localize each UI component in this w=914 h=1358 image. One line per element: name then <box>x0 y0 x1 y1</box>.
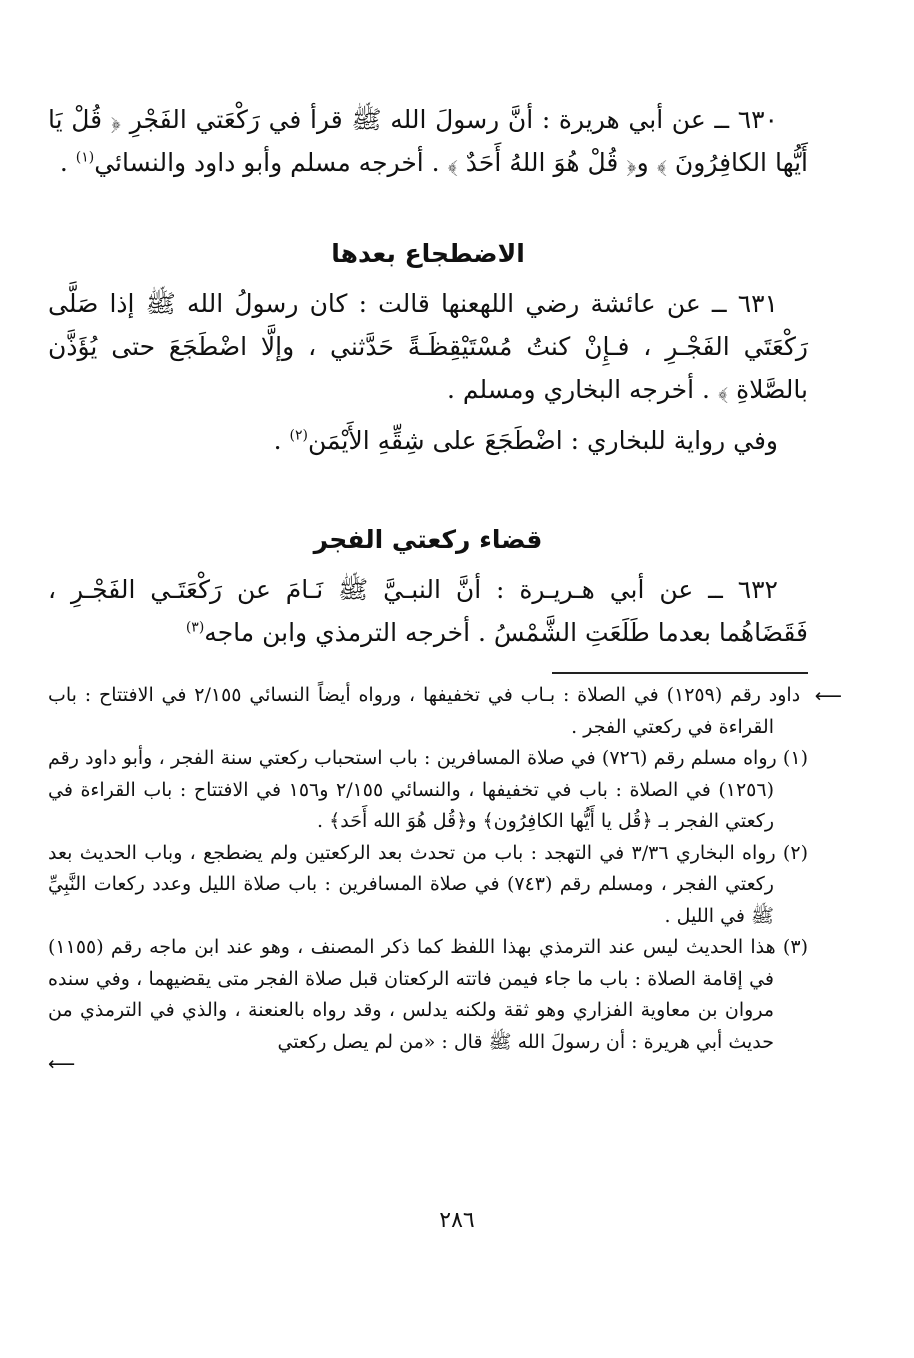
hadith-631-text: ٦٣١ ــ عن عائشة رضي اللهعنها قالت : كان رسولُ الله ﷺ إذا صَلَّى رَكْعَتَي الفَجْـرِ ، فـإِنْ كنتُ مُسْتَيْقِظَـةً حَدَّثني ، وإلَّا اضْطَجَعَ حتى يُؤَذَّن بالصَّلاةِ ﴾ . أخرجه البخاري ومسلم . <box>48 289 808 404</box>
bukhari-variant <box>48 419 808 462</box>
hadith-630 <box>48 98 808 184</box>
page-number: ٢٨٦ <box>439 1208 475 1233</box>
hadith-630-text: ٦٣٠ ــ عن أبي هريرة : أنَّ رسولَ الله ﷺ قرأ في رَكْعَتي الفَجْرِ ﴿ قُلْ يَا أَيُّها الكافِرُونَ ﴾ و﴿ قُلْ هُوَ اللهُ أَحَدٌ ﴾ . أخرجه مسلم وأبو داود والنسائي <box>48 105 808 177</box>
section-heading-lying-down: الاضطجاع بعدها <box>331 239 525 268</box>
footnote-1: (١) رواه مسلم رقم (٧٢٦) في صلاة المسافرين : باب استحباب ركعتي سنة الفجر ، وأبو داود رقم (١٢٥٦) في الصلاة : باب في تخفيفها ، والنسائي ٢/١٥٥ و١٥٦ في الافتتاح : باب القراءة في ركعتي الفجر بـ ﴿قُل يا أَيُّها الكافِرُون﴾ و﴿قُل هُوَ الله أَحَد﴾ . <box>48 747 808 832</box>
footnote-3: (٣) هذا الحديث ليس عند الترمذي بهذا اللفظ كما ذكر المصنف ، وهو عند ابن ماجه رقم (١١٥٥) في إقامة الصلاة : باب ما جاء فيمن فاتته الركعتان قبل صلاة الفجر متى يقضيهما ، وفي سنده مروان بن معاوية الفزاري وهو ثقة ولكنه يدلس ، وقد رواه بالعنعنة ، والذي في الترمذي من حديث أبي هريرة : أن رسولَ الله ﷺ قال : «من لم يصل ركعتي <box>48 936 808 1053</box>
hadith-631 <box>48 282 808 411</box>
footnote-separator <box>552 672 808 674</box>
footnote-ref-3: (٣) <box>185 619 205 636</box>
section-heading-making-up-fajr: قضاء ركعتي الفجر <box>313 525 543 554</box>
footnote-continuation: ⟵ داود رقم (١٢٥٩) في الصلاة : بـاب في تخفيفها ، ورواه أيضاً النسائي ٢/١٥٥ في الافتتاح : باب القراءة في ركعتي الفجر . <box>48 684 842 738</box>
bukhari-variant-end: . <box>273 426 290 455</box>
footnote-continuation-text: داود رقم (١٢٥٩) في الصلاة : بـاب في تخفيفها ، ورواه أيضاً النسائي ٢/١٥٥ في الافتتاح : باب القراءة في ركعتي الفجر . <box>48 684 801 738</box>
page-body <box>48 98 842 1075</box>
footnote-ref-1: (١) <box>75 149 95 166</box>
next-page-arrow-icon: ⟵ <box>48 1053 76 1075</box>
bukhari-variant-text: وفي رواية للبخاري : اضْطَجَعَ على شِقِّهِ الأَيْمَن <box>308 426 778 455</box>
hadith-632-text: ٦٣٢ ــ عن أبي هـريـرة : أنَّ النبـيَّ ﷺ نَـامَ عن رَكْعَتَـي الفَجْـرِ ، فَقَضَاهُما بعدما طَلَعَتِ الشَّمْسُ . أخرجه الترمذي وابن ماجه <box>48 575 808 647</box>
hadith-630-end: . <box>59 148 76 177</box>
hadith-632 <box>48 568 808 654</box>
footnote-ref-2: (٢) <box>289 427 308 444</box>
footnote-2: (٢) رواه البخاري ٣/٣٦ في التهجد : باب من تحدث بعد الركعتين ولم يضطجع ، وباب الحديث بعد ركعتي الفجر ، ومسلم رقم (٧٤٣) في صلاة المسافرين : باب صلاة الليل وعدد ركعات النَّبِيِّ ﷺ في الليل . <box>48 841 808 927</box>
